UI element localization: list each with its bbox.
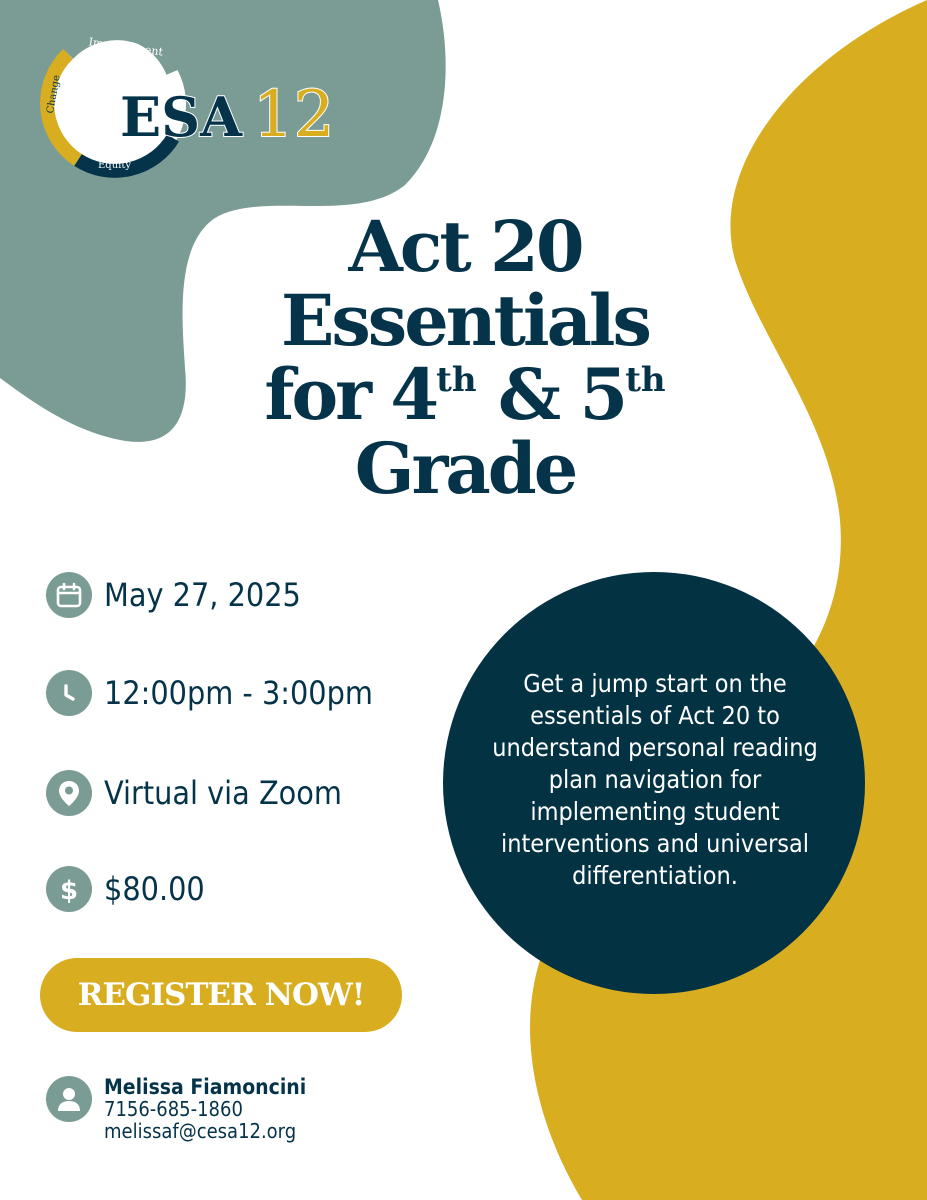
event-price: $80.00 bbox=[104, 870, 205, 908]
dollar-icon bbox=[46, 866, 92, 912]
clock-icon bbox=[46, 670, 92, 716]
contact-block bbox=[46, 1076, 306, 1142]
svg-text:Change: Change bbox=[45, 74, 63, 115]
svg-text:$: $ bbox=[59, 876, 79, 904]
contact-phone: 7156-685-1860 bbox=[104, 1097, 243, 1121]
event-time: 12:00pm - 3:00pm bbox=[104, 674, 373, 712]
person-icon bbox=[46, 1076, 92, 1122]
title-line-4: Grade bbox=[354, 427, 576, 510]
logo-wordmark: ESA bbox=[120, 85, 243, 149]
contact-name: Melissa Fiamoncini bbox=[104, 1075, 307, 1099]
title-line-1: Act 20 bbox=[348, 205, 582, 288]
title-line-3b: & 5 bbox=[476, 353, 626, 436]
cesa12-logo bbox=[38, 28, 348, 180]
event-description: Get a jump start on the essentials of Act 20 to understand personal reading plan navigation for implementing student interventions and universal differentiation. bbox=[492, 669, 818, 890]
title-sup-1: th bbox=[436, 360, 477, 400]
title-line-3a: for 4 bbox=[264, 353, 437, 436]
time-row bbox=[46, 670, 373, 716]
svg-text:Equity: Equity bbox=[98, 160, 132, 171]
event-location: Virtual via Zoom bbox=[104, 774, 342, 812]
register-now-button[interactable]: REGISTER NOW! bbox=[40, 958, 402, 1032]
calendar-icon bbox=[46, 572, 92, 618]
price-row bbox=[46, 866, 205, 912]
date-row bbox=[46, 572, 301, 618]
contact-email[interactable]: melissaf@cesa12.org bbox=[104, 1119, 297, 1143]
page-title bbox=[220, 205, 710, 510]
svg-text:12: 12 bbox=[253, 78, 335, 152]
location-row bbox=[46, 770, 342, 816]
title-line-2: Essentials bbox=[281, 279, 649, 362]
event-date: May 27, 2025 bbox=[104, 576, 301, 614]
svg-text:Improvement: Improvement bbox=[87, 35, 164, 59]
title-sup-2: th bbox=[625, 360, 666, 400]
location-pin-icon bbox=[46, 770, 92, 816]
